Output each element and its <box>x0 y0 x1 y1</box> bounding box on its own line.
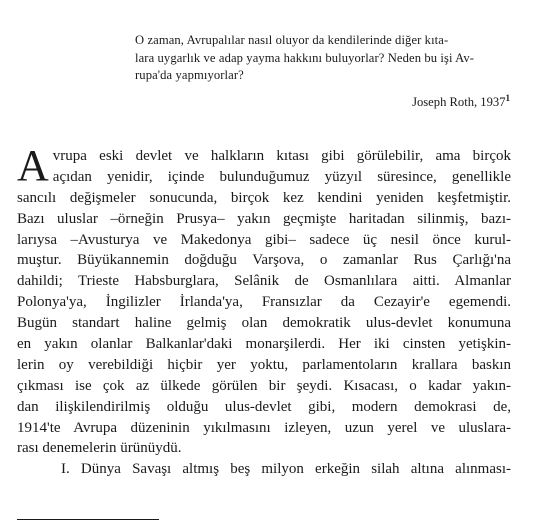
body-line: rası denemelerin ürünüydü. <box>17 440 182 457</box>
footnote-mark: 1 <box>505 93 510 103</box>
body-line: dan ilişkilendirilmiş olduğu ulus-devlet gibi, modern demokrasi de, <box>17 398 511 415</box>
body-line: açıdan yenidir, içinde bulunduğumuz yüzyıl süresince, genellikle <box>52 168 511 185</box>
epigraph-attribution <box>412 90 510 111</box>
body-line: 1914'te Avrupa düzeninin yıkılmasını izleyen, uzun yerel ve uluslara- <box>17 419 511 436</box>
body-line: en yakın olanlar Balkanlar'daki monarşilerdi. Her iki cinsten yetişkin- <box>17 336 511 353</box>
body-line: Polonya'ya, İngilizler İrlanda'ya, Fransızlar da Cezayir'e egemendi. <box>17 294 511 311</box>
body-line: Bugün standart haline gelmiş olan demokratik ulus-devlet konumuna <box>17 315 511 332</box>
attribution-text: Joseph Roth, 1937 <box>412 95 506 109</box>
epigraph-line: rupa'da yapmıyorlar? <box>135 68 244 83</box>
drop-cap: A <box>17 141 49 190</box>
footnote-rule <box>17 519 159 520</box>
paragraph-1 <box>17 141 511 459</box>
paragraph-2 <box>17 459 511 480</box>
epigraph-quote <box>135 32 511 85</box>
body-line: sancılı değişmeler sonucunda, birçok kez kendini yeniden keşfetmiştir. <box>17 189 511 206</box>
body-line: I. Dünya Savaşı altmış beş milyon erkeğin silah altına alınması- <box>61 461 511 478</box>
body-line: lerin oy verebildiği hiçbir yer yoktu, parlamentoların krallara baskın <box>17 356 511 373</box>
body-line: vrupa eski devlet ve halkların kıtası gibi görülebilir, ama birçok <box>52 148 511 164</box>
body-line: Bazı uluslar –örneğin Prusya– yakın geçmişte haritadan silinmiş, bazı- <box>17 210 511 227</box>
body-line: larıysa –Avusturya ve Makedonya gibi– sadece üç nesil önce kurul- <box>17 231 511 248</box>
epigraph-line: O zaman, Avrupalılar nasıl oluyor da kendilerinde diğer kıta- <box>135 33 449 47</box>
epigraph-line: lara uygarlık ve adap yayma hakkını buluyorlar? Neden bu işi Av- <box>135 50 475 65</box>
chapter-body <box>17 141 511 480</box>
body-line: dahildi; Trieste Habsburglara, Selânik de Osmanlılara aitti. Almanlar <box>17 273 511 290</box>
body-line: muştur. Büyükannemin doğduğu Varşova, o zamanlar Rus Çarlığı'na <box>17 252 511 269</box>
body-line: çıkması ise çok az ülkede görülen bir şeydi. Kısacası, o kadar yakın- <box>17 377 511 394</box>
